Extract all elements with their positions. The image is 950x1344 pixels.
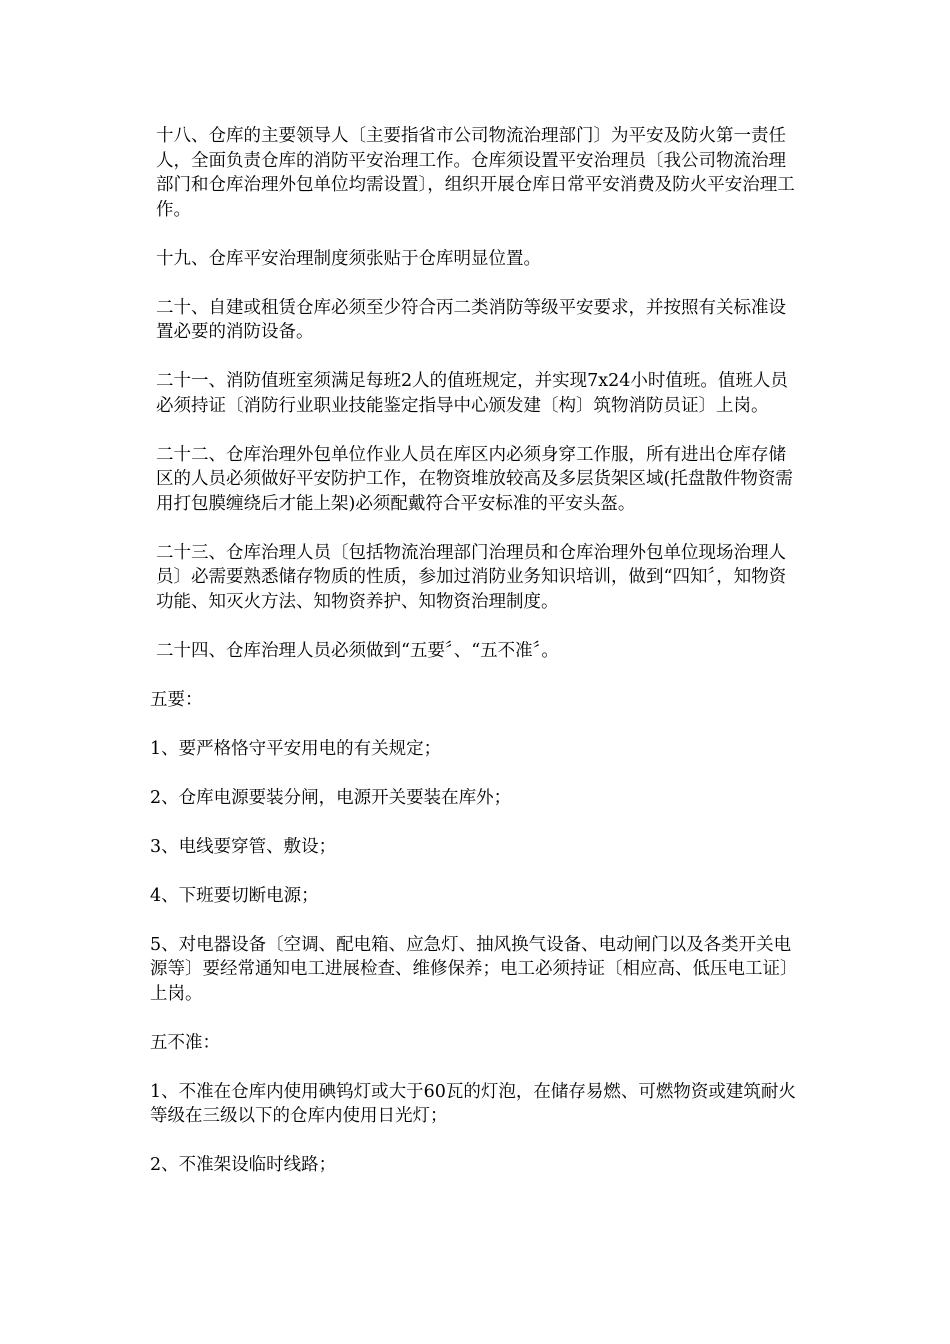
list-item: 2、不准架设临时线路； — [150, 1155, 337, 1175]
list-item: 1、不准在仓库内使用碘钨灯或大于60瓦的灯泡，在储存易燃、可燃物资或建筑耐火等级在三级以下的仓库内使用日光灯； — [150, 1081, 796, 1126]
paragraph-article-23: 二十三、仓库治理人员〔包括物流治理部门治理员和仓库治理外包单位现场治理人员〕必需要熟悉储存物质的性质，参加过消防业务知识培训，做到“四知〞，知物资功能、知灭火方法、知物资养护、知物资治理制度。 — [156, 542, 787, 612]
list-item: 4、下班要切断电源； — [150, 885, 319, 906]
paragraph-article-21: 二十一、消防值班室须满足每班2人的值班规定，并实现7x24小时值班。值班人员必须持证〔消防行业职业技能鉴定指导中心颁发建〔构〕筑物消防员证〕上岗。 — [156, 371, 788, 416]
list-item: 3、电线要穿管、敷设； — [150, 836, 337, 857]
paragraph-article-18: 十八、仓库的主要领导人〔主要指省市公司物流治理部门〕为平安及防火第一责任人，全面负责仓库的消防平安治理工作。仓库须设置平安治理员〔我公司物流治理部门和仓库治理外包单位均需设置〕，组织开展仓库日常平安消费及防火平安治理工作。 — [156, 126, 795, 220]
paragraph-article-22: 二十二、仓库治理外包单位作业人员在库区内必须身穿工作服，所有进出仓库存储区的人员必须做好平安防护工作，在物资堆放较高及多层货架区域(托盘散件物资需用打包膜缠绕后才能上架)必须配戴符合平安标准的平安头盔。 — [156, 444, 793, 514]
list-item: 5、对电器设备〔空调、配电箱、应急灯、抽风换气设备、电动闸门以及各类开关电源等〕要经常通知电工进展检查、维修保养；电工必须持证〔相应高、低压电工证〕上岗。 — [150, 934, 798, 1004]
list-item: 1、要严格恪守平安用电的有关规定； — [150, 738, 442, 759]
paragraph-article-20: 二十、自建或租赁仓库必须至少符合丙二类消防等级平安要求，并按照有关标准设置必要的消防设备。 — [156, 297, 786, 342]
list-item: 2、仓库电源要装分闸，电源开关要装在库外； — [150, 787, 512, 808]
document-page — [150, 124, 800, 1202]
paragraph-article-19: 十九、仓库平安治理制度须张贴于仓库明显位置。 — [156, 248, 541, 269]
heading-five-prohibitions: 五不准： — [150, 1032, 220, 1053]
heading-five-musts: 五要： — [150, 689, 203, 710]
paragraph-article-24: 二十四、仓库治理人员必须做到“五要〞、“五不准〞。 — [156, 640, 559, 661]
